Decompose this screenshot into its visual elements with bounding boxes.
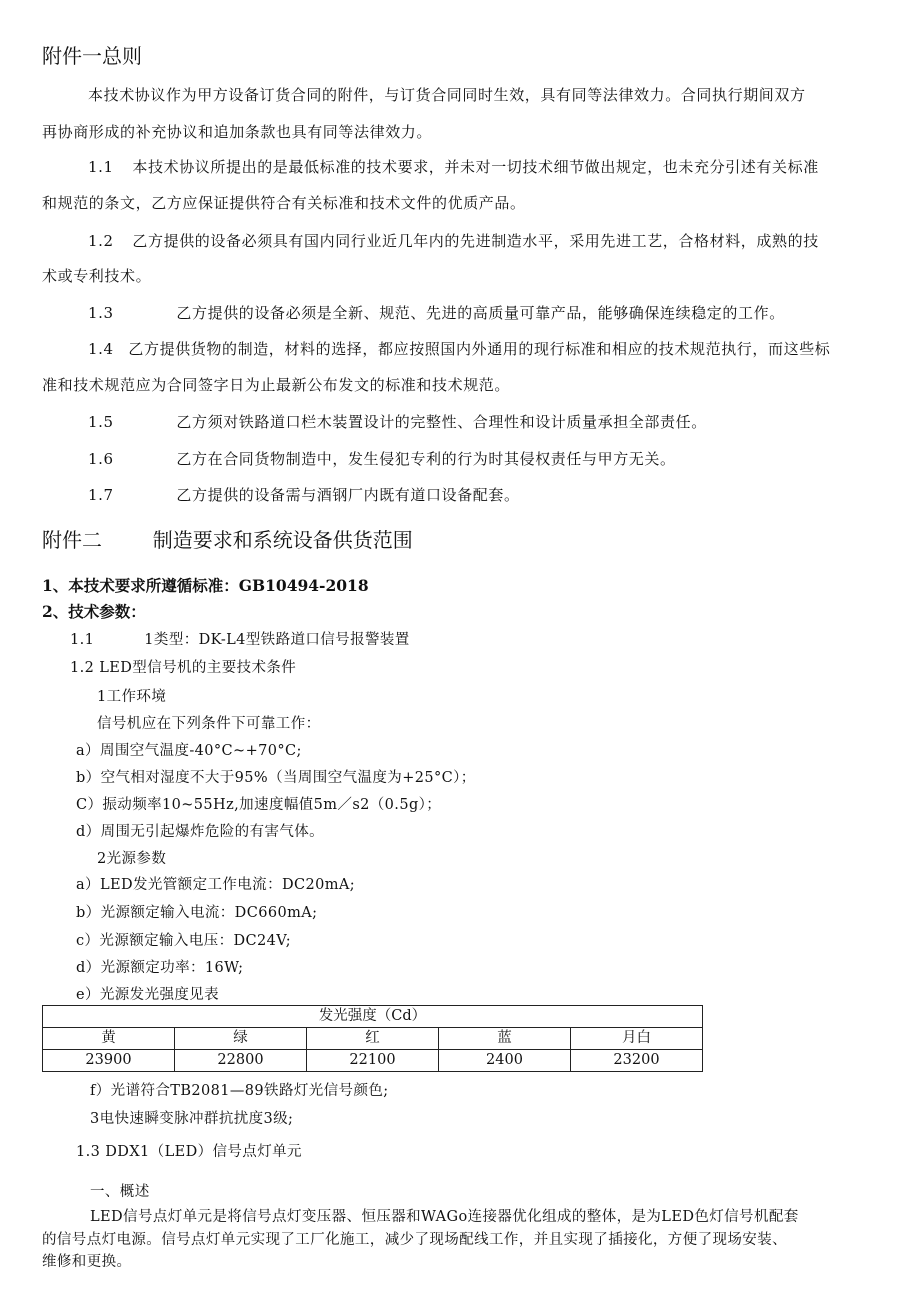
env-item-a: a）周围空气温度-40°C~+70°C; [76,743,302,759]
section-1-standard: 1、本技术要求所遵循标准：GB10494-2018 [42,576,369,595]
item-1-2-cont: 术或专利技术。 [42,267,152,285]
overview-title: 一、概述 [90,1184,150,1200]
item-1-1 [88,156,819,177]
annex2-title-left: 附件二 [42,528,102,552]
table-caption: 发光强度（Cd） [43,1006,703,1028]
env-item-c: C）振动频率10~55Hz,加速度幅值5m／s2（0.5g）； [76,797,442,813]
table-header: 红 [307,1028,439,1050]
env-item-b: b）空气相对湿度不大于95%（当周围空气温度为+25°C）； [76,770,476,786]
param-num: 1.1 [70,632,95,648]
item-num: 1.1 [88,158,114,176]
overview-line1: LED信号点灯单元是将信号点灯变压器、恒压器和WAGo连接器优化组成的整体，是为LED色灯信号机配套 [90,1209,799,1225]
overview-line2: 的信号点灯电源。信号点灯单元实现了工厂化施工，减少了现场配线工作，并且实现了插接化，方便了现场安装、 [42,1232,787,1248]
light-item-d: d）光源额定功率：16W; [76,960,244,976]
light-item-e: e）光源发光强度见表 [76,987,220,1003]
table-header: 黄 [43,1028,175,1050]
item-num: 1.4 [88,340,114,358]
table-cell: 23200 [571,1050,703,1072]
item-1-7 [88,484,520,505]
item-1-1-cont: 和规范的条文，乙方应保证提供符合有关标准和技术文件的优质产品。 [42,194,526,212]
item-num: 1.5 [88,413,114,431]
param-1-1 [70,628,410,649]
annex1-intro-line2: 再协商形成的补充协议和追加条款也具有同等法律效力。 [42,123,433,141]
env-intro: 信号机应在下列条件下可靠工作： [97,716,321,732]
light-title: 2光源参数 [97,851,167,867]
item-text: 乙方提供的设备需与酒钢厂内既有道口设备配套。 [176,486,520,504]
item-num: 1.2 [88,232,114,250]
item-text: 乙方提供的设备必须具有国内同行业近几年内的先进制造水平，采用先进工艺，合格材料，成熟的技 [132,232,819,250]
item-text: 乙方提供货物的制造，材料的选择，都应按照国内外通用的现行标准和相应的技术规范执行，而这些标 [128,340,831,358]
light-item-c: c）光源额定输入电压：DC24V; [76,933,291,949]
item-text: 本技术协议所提出的是最低标准的技术要求，并未对一切技术细节做出规定，也未充分引述有关标准 [132,158,819,176]
annex1-intro-line1: 本技术协议作为甲方设备订货合同的附件，与订货合同同时生效，具有同等法律效力。合同执行期间双方 [88,86,806,104]
light-item-f: f）光谱符合TB2081—89铁路灯光信号颜色; [90,1083,389,1099]
item-1-2 [88,230,819,251]
table-row [43,1050,703,1072]
param-text: 1类型：DK-L4型铁路道口信号报警装置 [144,632,410,648]
table-header-row [43,1028,703,1050]
light-item-b: b）光源额定输入电流：DC660mA; [76,905,318,921]
env-item-d: d）周围无引起爆炸危险的有害气体。 [76,824,325,840]
emc-level: 3电快速瞬变脉冲群抗扰度3级; [90,1111,294,1127]
overview-line3: 维修和更换。 [42,1254,132,1270]
item-text: 乙方提供的设备必须是全新、规范、先进的高质量可靠产品，能够确保连续稳定的工作。 [176,304,785,322]
item-1-4 [88,338,830,359]
luminous-intensity-table [42,1005,703,1072]
table-cell: 22800 [175,1050,307,1072]
item-1-3 [88,302,785,323]
table-cell: 23900 [43,1050,175,1072]
item-num: 1.6 [88,450,114,468]
table-cell: 22100 [307,1050,439,1072]
table-header: 蓝 [439,1028,571,1050]
item-text: 乙方在合同货物制造中，发生侵犯专利的行为时其侵权责任与甲方无关。 [176,450,676,468]
item-1-4-cont: 准和技术规范应为合同签字日为止最新公布发文的标准和技术规范。 [42,376,511,394]
item-num: 1.7 [88,486,114,504]
section-2-params: 2、技术参数： [42,602,146,621]
param-1-2: 1.2 LED型信号机的主要技术条件 [70,660,297,676]
param-1-3: 1.3 DDX1（LED）信号点灯单元 [76,1144,302,1160]
table-cell: 2400 [439,1050,571,1072]
item-num: 1.3 [88,304,114,322]
item-1-6 [88,448,676,469]
item-1-5 [88,411,707,432]
annex2-title-right: 制造要求和系统设备供货范围 [152,528,413,552]
annex1-title: 附件一总则 [42,44,142,68]
env-title: 1工作环境 [97,689,167,705]
table-header: 绿 [175,1028,307,1050]
light-item-a: a）LED发光管额定工作电流：DC20mA; [76,877,356,893]
annex2-title [42,524,413,553]
item-text: 乙方须对铁路道口栏木装置设计的完整性、合理性和设计质量承担全部责任。 [176,413,707,431]
table-header: 月白 [571,1028,703,1050]
